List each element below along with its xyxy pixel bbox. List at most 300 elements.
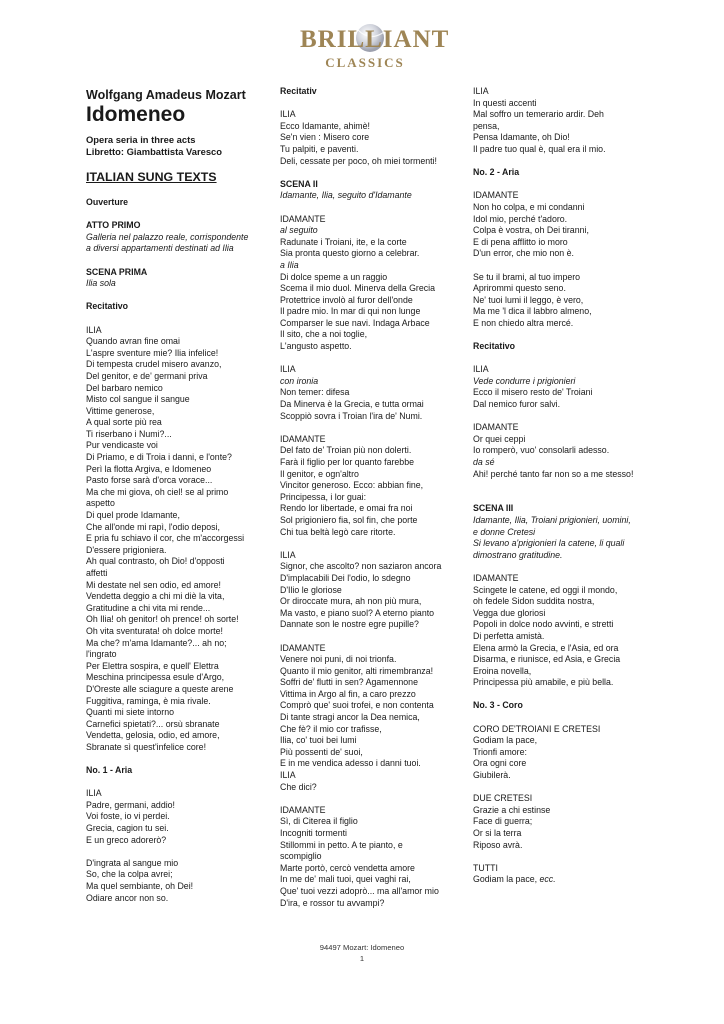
line-text: Padre, germani, addio! bbox=[86, 799, 175, 810]
text-line bbox=[86, 614, 271, 626]
line-text: So, che la colpa avrei; bbox=[86, 869, 173, 880]
blank-line bbox=[473, 411, 643, 423]
line-text: SCENA III bbox=[473, 503, 514, 514]
line-text: Tu palpiti, e paventi. bbox=[280, 143, 359, 154]
line-text: Di perfetta amistà. bbox=[473, 630, 545, 641]
line-text: CORO DE'TROIANI E CRETESI bbox=[473, 723, 601, 734]
text-line bbox=[280, 700, 470, 712]
text-line bbox=[280, 585, 470, 597]
section-title: ITALIAN SUNG TEXTS bbox=[86, 170, 217, 184]
text-line bbox=[280, 596, 470, 608]
line-text: Idamante, Ilia, Troiani prigionieri, uomini, bbox=[473, 514, 631, 525]
line-text: Radunate i Troiani, ite, e la corte bbox=[280, 236, 407, 247]
blank-line bbox=[86, 209, 271, 221]
text-line bbox=[86, 661, 271, 673]
text-line bbox=[86, 510, 271, 522]
text-line bbox=[473, 758, 643, 770]
text-line bbox=[473, 828, 643, 840]
line-text: D'Ilio le gloriose bbox=[280, 584, 342, 595]
line-text: Carnefici spietati?... orsù sbranate bbox=[86, 718, 220, 729]
text-line bbox=[280, 886, 470, 898]
line-text: Stillommi in petto. A te pianto, e bbox=[280, 839, 403, 850]
column-1-text bbox=[86, 197, 271, 904]
composer-name: Wolfgang Amadeus Mozart bbox=[86, 88, 246, 102]
text-line bbox=[280, 272, 470, 284]
blank-line bbox=[473, 156, 643, 168]
text-line bbox=[86, 394, 271, 406]
line-text: a diversi appartamenti destinati ad Ilia bbox=[86, 243, 234, 254]
line-text: Grecia, cagion tu sei. bbox=[86, 823, 169, 834]
blank-line bbox=[473, 329, 643, 341]
line-text: E un greco adorerò? bbox=[86, 834, 167, 845]
line-text: Se tu il brami, al tuo impero bbox=[473, 271, 581, 282]
line-text: Il genitor, e ogn'altro bbox=[280, 468, 359, 479]
line-text: Vincitor generoso. Ecco: abbian fine, bbox=[280, 480, 424, 491]
line-text: Or quei ceppi bbox=[473, 433, 526, 444]
blank-line bbox=[280, 98, 470, 110]
column-2-text bbox=[280, 86, 470, 909]
text-line bbox=[280, 724, 470, 736]
line-text: Recitativ bbox=[280, 86, 317, 96]
text-line bbox=[86, 487, 271, 499]
line-text: Il padre mio. In mar di qui non lunge bbox=[280, 306, 421, 317]
stage-direction bbox=[86, 243, 271, 255]
line-text: Colpa è vostra, oh Dei tiranni, bbox=[473, 225, 589, 236]
line-text: D'Oreste alle sciagure a queste arene bbox=[86, 683, 234, 694]
section-label bbox=[86, 765, 271, 777]
text-line bbox=[473, 608, 643, 620]
line-text: ILIA bbox=[280, 364, 296, 375]
line-text: Pur vendicaste voi bbox=[86, 440, 158, 451]
line-text: Il padre tuo qual è, qual era il mio. bbox=[473, 143, 606, 154]
text-line bbox=[86, 568, 271, 580]
line-text: ILIA bbox=[280, 109, 296, 120]
blank-line bbox=[473, 851, 643, 863]
text-line bbox=[280, 121, 470, 133]
text-line bbox=[280, 677, 470, 689]
text-line bbox=[473, 295, 643, 307]
text-line bbox=[86, 545, 271, 557]
line-text: Grazie a chi estinse bbox=[473, 804, 551, 815]
line-text: Perì la flotta Argiva, e Idomeneo bbox=[86, 463, 212, 474]
line-text: Elena armò la Grecia, e l'Asia, ed ora bbox=[473, 642, 619, 653]
line-text: ILIA bbox=[86, 788, 102, 799]
line-text: affetti bbox=[86, 568, 108, 578]
line-text: al seguito bbox=[280, 225, 318, 236]
text-line bbox=[86, 429, 271, 441]
stage-direction bbox=[280, 190, 470, 202]
line-text: Vegga due gloriosi bbox=[473, 607, 546, 618]
text-line bbox=[473, 364, 643, 376]
text-line bbox=[280, 527, 470, 539]
line-text: Sol prigioniero fia, sol fin, che porte bbox=[280, 514, 418, 525]
line-text: Scingete le catene, ed oggi il mondo, bbox=[473, 584, 618, 595]
line-text: Ti riserbano i Numi?... bbox=[86, 428, 172, 439]
line-text: Il sito, che a noi toglie, bbox=[280, 329, 368, 340]
text-line bbox=[473, 874, 643, 886]
text-line bbox=[473, 248, 643, 260]
line-text: Face di guerra; bbox=[473, 816, 533, 827]
text-line bbox=[473, 445, 643, 457]
line-text: Idol mio, perché t'adoro. bbox=[473, 213, 568, 224]
text-line bbox=[280, 712, 470, 724]
text-line bbox=[280, 561, 470, 573]
text-line bbox=[86, 696, 271, 708]
text-line bbox=[280, 805, 470, 817]
section-label bbox=[86, 197, 271, 209]
text-line bbox=[280, 306, 470, 318]
line-text: Di Priamo, e di Troia i danni, e l'onte? bbox=[86, 452, 232, 463]
text-line bbox=[280, 144, 470, 156]
line-text: Di dolce speme a un raggio bbox=[280, 271, 388, 282]
line-text: Mi destate nel sen odio, ed amore! bbox=[86, 579, 221, 590]
line-text: IDAMANTE bbox=[280, 433, 326, 444]
text-line bbox=[280, 863, 470, 875]
line-text: Or diroccate mura, ah non più mura, bbox=[280, 596, 422, 607]
text-line bbox=[86, 684, 271, 696]
line-text: D'un error, che mio non è. bbox=[473, 248, 574, 259]
text-line bbox=[280, 782, 470, 794]
line-text: Giubilerà. bbox=[473, 770, 511, 781]
line-text: Incogniti tormenti bbox=[280, 828, 347, 838]
line-text: Ne' tuoi lumi il leggo, è vero, bbox=[473, 294, 584, 305]
line-text: Comparser le sue navi. Indaga Arbace bbox=[280, 317, 430, 328]
line-text: L'angusto aspetto. bbox=[280, 341, 352, 352]
text-line bbox=[280, 248, 470, 260]
line-text: No. 2 - Aria bbox=[473, 167, 520, 178]
text-line bbox=[86, 649, 271, 661]
text-line bbox=[280, 457, 470, 469]
text-line bbox=[473, 109, 643, 121]
text-line bbox=[473, 86, 643, 98]
logo-line-1: BRILLIANT bbox=[300, 26, 450, 53]
text-line bbox=[86, 498, 271, 510]
blank-line bbox=[280, 353, 470, 365]
text-line bbox=[280, 156, 470, 168]
line-text: Signor, che ascolto? non saziaron ancora bbox=[280, 561, 442, 572]
text-line bbox=[280, 283, 470, 295]
brilliant-classics-logo bbox=[300, 22, 450, 72]
stage-direction bbox=[86, 232, 271, 244]
section-label bbox=[86, 301, 271, 313]
line-text: Farà il figlio per lor quanto farebbe bbox=[280, 457, 414, 467]
line-text: ILIA bbox=[473, 86, 489, 96]
column-3-text bbox=[473, 86, 643, 886]
text-line bbox=[473, 643, 643, 655]
line-text: Marte portò, cercò vendetta amore bbox=[280, 862, 415, 873]
line-text: Godiam la pace, bbox=[473, 735, 538, 746]
line-text: Gratitudine a chi vita mi rende... bbox=[86, 602, 211, 613]
line-text: Vittime generose, bbox=[86, 405, 155, 416]
line-text: ILIA bbox=[280, 549, 296, 560]
text-line bbox=[473, 283, 643, 295]
line-text: Scoppiò sovra i Troian l'ira de' Numi. bbox=[280, 410, 423, 421]
blank-line bbox=[473, 353, 643, 365]
line-text: Popoli in dolce nodo avvinti, e stretti bbox=[473, 619, 614, 630]
line-text: E in me vendica adesso i danni tuoi. bbox=[280, 758, 421, 769]
text-line bbox=[280, 434, 470, 446]
line-text: e donne Cretesi bbox=[473, 526, 536, 537]
text-line bbox=[473, 469, 643, 481]
line-text: L'aspre sventure mie? Ilia infelice! bbox=[86, 347, 219, 358]
line-text: Che fè? il mio cor trafisse, bbox=[280, 723, 382, 734]
blank-line bbox=[280, 793, 470, 805]
blank-line bbox=[473, 480, 643, 492]
line-text: Que' tuoi vezzi adoprò... ma all'amor mio bbox=[280, 885, 439, 896]
text-line bbox=[473, 585, 643, 597]
line-text: D'implacabili Dei l'odio, lo sdegno bbox=[280, 572, 411, 583]
text-line bbox=[280, 816, 470, 828]
text-line bbox=[86, 417, 271, 429]
text-line bbox=[473, 132, 643, 144]
line-text: E di pena afflitto io moro bbox=[473, 236, 568, 247]
text-line bbox=[473, 306, 643, 318]
blank-line bbox=[473, 492, 643, 504]
text-line bbox=[280, 666, 470, 678]
line-text: Ahi! perché tanto far non so a me stesso! bbox=[473, 468, 634, 479]
text-line bbox=[473, 190, 643, 202]
line-text: IDAMANTE bbox=[280, 804, 326, 815]
line-text: DUE CRETESI bbox=[473, 793, 533, 804]
line-text: Ouverture bbox=[86, 197, 129, 207]
line-text: Quanto il mio genitor, alti rimembranza! bbox=[280, 665, 434, 676]
line-text: ILIA bbox=[86, 324, 102, 335]
section-label bbox=[280, 86, 470, 98]
text-line bbox=[473, 121, 643, 133]
blank-line bbox=[280, 538, 470, 550]
text-line bbox=[280, 654, 470, 666]
line-text: Vendetta deggio a chi mi diè la vita, bbox=[86, 591, 225, 602]
line-text: Quanti mi siete intorno bbox=[86, 707, 175, 718]
line-text: Che all'onde mi rapì, l'odio deposi, bbox=[86, 521, 220, 532]
text-line bbox=[280, 770, 470, 782]
text-line bbox=[86, 638, 271, 650]
text-line bbox=[280, 492, 470, 504]
text-line bbox=[473, 399, 643, 411]
text-line bbox=[473, 816, 643, 828]
line-text: IDAMANTE bbox=[280, 642, 326, 653]
line-text: da sé bbox=[473, 457, 495, 467]
text-line bbox=[280, 898, 470, 910]
text-line bbox=[280, 608, 470, 620]
blank-line bbox=[280, 167, 470, 179]
line-text: Recitativo bbox=[86, 301, 129, 312]
text-line bbox=[86, 371, 271, 383]
line-text: Trionfi amore: bbox=[473, 746, 527, 757]
text-line bbox=[86, 869, 271, 881]
line-text: IDAMANTE bbox=[280, 213, 326, 224]
stage-direction bbox=[473, 457, 643, 469]
text-line bbox=[280, 445, 470, 457]
line-text: IDAMANTE bbox=[473, 190, 519, 201]
text-line bbox=[86, 359, 271, 371]
line-text: Del barbaro nemico bbox=[86, 382, 163, 393]
line-text: Eroina novella, bbox=[473, 665, 532, 676]
line-text: Di tempesta crudel misero avanzo, bbox=[86, 359, 222, 370]
line-text: Ma che? m'ama Idamante?... ah no; bbox=[86, 637, 227, 648]
text-line bbox=[280, 619, 470, 631]
text-line bbox=[86, 452, 271, 464]
section-label bbox=[86, 220, 271, 232]
line-text: Ma vasto, e piano suol? A eterno pianto bbox=[280, 607, 435, 618]
line-text: Principessa, i lor guai: bbox=[280, 491, 367, 502]
text-line bbox=[86, 522, 271, 534]
stage-direction bbox=[473, 376, 643, 388]
text-line bbox=[280, 469, 470, 481]
line-text: E pria fu schiavo il cor, che m'accorgessi bbox=[86, 533, 245, 544]
text-line bbox=[86, 788, 271, 800]
footer-catalog: 94497 Mozart: Idomeneo bbox=[319, 943, 405, 952]
text-line bbox=[86, 823, 271, 835]
text-line bbox=[473, 434, 643, 446]
line-text: Del genitor, e de' germani priva bbox=[86, 370, 208, 381]
text-line bbox=[280, 214, 470, 226]
section-label bbox=[473, 167, 643, 179]
text-line bbox=[280, 874, 470, 886]
text-line bbox=[473, 805, 643, 817]
text-line bbox=[280, 329, 470, 341]
line-text: ILIA bbox=[280, 770, 296, 781]
line-text: Io romperò, vuo' consolarli adesso. bbox=[473, 445, 610, 456]
text-line bbox=[86, 603, 271, 615]
blank-line bbox=[86, 255, 271, 267]
line-text: ILIA bbox=[473, 364, 489, 375]
blank-line bbox=[473, 561, 643, 573]
line-text: Se'n vien : Misero core bbox=[280, 132, 370, 143]
line-text: Ilia sola bbox=[86, 278, 116, 289]
text-line bbox=[280, 550, 470, 562]
line-text: Più possenti de' suoi, bbox=[280, 746, 363, 757]
text-line bbox=[280, 851, 470, 863]
stage-direction bbox=[473, 550, 643, 562]
line-text: SCENA PRIMA bbox=[86, 266, 148, 277]
line-text: Meschina principessa esule d'Argo, bbox=[86, 672, 225, 683]
line-text: l'ingrato bbox=[86, 649, 117, 660]
line-text: pensa, bbox=[473, 120, 500, 131]
text-line bbox=[86, 893, 271, 905]
text-line bbox=[280, 573, 470, 585]
line-tail: ecc. bbox=[539, 874, 556, 885]
line-text: Idamante, Ilia, seguito d'Idamante bbox=[280, 190, 412, 201]
blank-line bbox=[86, 754, 271, 766]
text-line bbox=[86, 336, 271, 348]
line-text: scompiglio bbox=[280, 851, 322, 862]
line-text: Recitativo bbox=[473, 341, 516, 352]
text-line bbox=[280, 237, 470, 249]
text-line bbox=[86, 383, 271, 395]
text-line bbox=[473, 98, 643, 110]
line-text: Di quel prode Idamante, bbox=[86, 510, 180, 521]
line-text: Non temer: difesa bbox=[280, 387, 350, 398]
line-text: Voi foste, io vi perdei. bbox=[86, 811, 170, 822]
text-line bbox=[473, 272, 643, 284]
line-text: IDAMANTE bbox=[473, 572, 519, 583]
line-text: Scema il mio duol. Minerva della Grecia bbox=[280, 283, 435, 294]
stage-direction bbox=[280, 225, 470, 237]
line-text: Protettrice involò al furor dell'onde bbox=[280, 294, 413, 305]
line-text: Aprirommi questo seno. bbox=[473, 283, 566, 294]
text-line bbox=[280, 758, 470, 770]
line-text: SCENA II bbox=[280, 178, 318, 189]
line-text: D'essere prigioniera. bbox=[86, 544, 167, 555]
line-text: Che dici? bbox=[280, 781, 317, 792]
opera-genre: Opera seria in three acts bbox=[86, 134, 196, 145]
section-label bbox=[86, 267, 271, 279]
stage-direction bbox=[280, 376, 470, 388]
blank-line bbox=[280, 202, 470, 214]
line-text: Non ho colpa, e mi condanni bbox=[473, 201, 585, 212]
text-line bbox=[473, 840, 643, 852]
line-text: Sia pronta questo giorno a celebrar. bbox=[280, 248, 420, 259]
line-text: Ma che mi giova, oh ciel! se al primo bbox=[86, 486, 229, 497]
blank-line bbox=[473, 689, 643, 701]
text-line bbox=[86, 325, 271, 337]
text-line bbox=[86, 881, 271, 893]
line-text: Del fato de' Troian più non dolerti. bbox=[280, 445, 412, 456]
text-line bbox=[280, 341, 470, 353]
text-line bbox=[86, 464, 271, 476]
line-text: Da Minerva è la Grecia, e tutta ormai bbox=[280, 399, 424, 410]
text-line bbox=[280, 747, 470, 759]
line-text: No. 3 - Coro bbox=[473, 700, 523, 711]
stage-direction bbox=[280, 260, 470, 272]
text-line bbox=[473, 144, 643, 156]
blank-line bbox=[86, 313, 271, 325]
text-line bbox=[86, 858, 271, 870]
text-line bbox=[86, 719, 271, 731]
text-line bbox=[280, 399, 470, 411]
blank-line bbox=[280, 422, 470, 434]
line-text: Comprò que' suoi trofei, e non contenta bbox=[280, 700, 434, 711]
line-text: Fuggitiva, raminga, è mia rivale. bbox=[86, 695, 211, 706]
section-label bbox=[280, 179, 470, 191]
line-text: D'ira, e rossor tu avvampi? bbox=[280, 897, 385, 908]
line-text: Ecco Idamante, ahimè! bbox=[280, 120, 370, 131]
line-text: Vede condurre i prigionieri bbox=[473, 375, 576, 386]
footer-page-number: 1 bbox=[359, 954, 365, 963]
blank-line bbox=[280, 631, 470, 643]
text-line bbox=[473, 573, 643, 585]
text-line bbox=[280, 318, 470, 330]
text-line bbox=[280, 503, 470, 515]
line-text: Si levano a'prigionieri la catene, li quali bbox=[473, 538, 625, 549]
line-text: Dannate son le nostre egre pupille? bbox=[280, 619, 419, 630]
line-text: Principessa più amabile, e più bella. bbox=[473, 677, 614, 688]
line-text: In questi accenti bbox=[473, 97, 537, 108]
text-line bbox=[86, 475, 271, 487]
line-text: Di tante stragi ancor la Dea nemica, bbox=[280, 712, 420, 723]
text-line bbox=[473, 619, 643, 631]
section-label bbox=[473, 700, 643, 712]
line-text: Venere noi puni, di noi trionfa. bbox=[280, 654, 397, 665]
line-text: Misto col sangue il sangue bbox=[86, 394, 190, 405]
text-line bbox=[86, 811, 271, 823]
stage-direction bbox=[86, 278, 271, 290]
text-line bbox=[473, 214, 643, 226]
line-text: Ma quel sembiante, oh Dei! bbox=[86, 881, 194, 892]
line-text: Ah qual contrasto, oh Dio! d'opposti bbox=[86, 556, 225, 567]
text-line bbox=[86, 742, 271, 754]
line-text: Sbranate sì quest'infelice core! bbox=[86, 741, 207, 752]
text-line bbox=[280, 828, 470, 840]
text-line bbox=[473, 654, 643, 666]
line-text: Ora ogni core bbox=[473, 758, 527, 769]
line-text: In me de' mali tuoi, quei vaghi rai, bbox=[280, 874, 411, 885]
text-line bbox=[473, 793, 643, 805]
line-text: Dal nemico furor salvi. bbox=[473, 399, 561, 410]
text-line bbox=[86, 533, 271, 545]
text-line bbox=[473, 387, 643, 399]
